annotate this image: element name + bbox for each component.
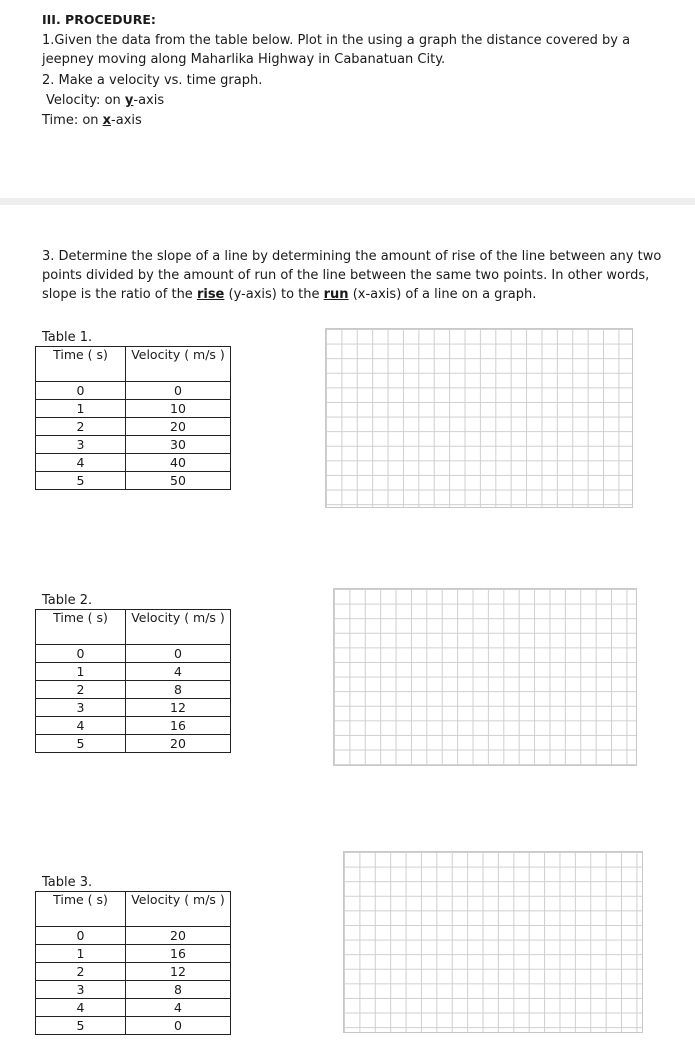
table-row — [36, 645, 231, 663]
velocity-cell: 16 — [126, 945, 231, 963]
time-cell: 0 — [36, 927, 126, 945]
time-cell: 5 — [36, 472, 126, 490]
velocity-cell: 20 — [126, 927, 231, 945]
step3-text-a: 3. Determine the slope of a line by determining the amount of rise of the line between any two points divided by the amount of run of the line between the same two points. In other words, slope is the ratio of the — [42, 249, 662, 302]
velocity-column-header: Velocity ( m/s ) — [126, 610, 231, 645]
table-header-row — [36, 347, 231, 382]
velocity-cell: 12 — [126, 963, 231, 981]
table-row — [36, 735, 231, 753]
rise-term: rise — [196, 287, 225, 302]
table-row — [36, 418, 231, 436]
step3-text — [42, 247, 667, 304]
page-separator — [0, 198, 695, 205]
time-cell: 0 — [36, 645, 126, 663]
time-cell: 3 — [36, 436, 126, 454]
time-cell: 1 — [36, 400, 126, 418]
table3-caption: Table 3. — [42, 875, 93, 890]
velocity-cell: 10 — [126, 400, 231, 418]
time-cell: 3 — [36, 981, 126, 999]
table-row — [36, 382, 231, 400]
table-header-row — [36, 892, 231, 927]
time-cell: 3 — [36, 699, 126, 717]
time-cell: 1 — [36, 945, 126, 963]
velocity-cell: 4 — [126, 999, 231, 1017]
table-row — [36, 927, 231, 945]
table3 — [35, 891, 231, 1035]
table-row — [36, 981, 231, 999]
table-row — [36, 663, 231, 681]
velocity-axis-letter: y — [124, 93, 134, 108]
run-term: run — [323, 287, 349, 302]
table2-caption: Table 2. — [42, 593, 93, 608]
time-column-header: Time ( s) — [36, 892, 126, 927]
velocity-cell: 50 — [126, 472, 231, 490]
table1-caption: Table 1. — [42, 330, 93, 345]
velocity-cell: 0 — [126, 645, 231, 663]
velocity-cell: 30 — [126, 436, 231, 454]
velocity-cell: 20 — [126, 735, 231, 753]
time-cell: 5 — [36, 735, 126, 753]
velocity-cell: 12 — [126, 699, 231, 717]
time-suffix: -axis — [111, 113, 142, 128]
time-cell: 4 — [36, 717, 126, 735]
step2-text: 2. Make a velocity vs. time graph. — [42, 73, 263, 88]
table-row — [36, 717, 231, 735]
velocity-cell: 0 — [126, 1017, 231, 1035]
velocity-column-header: Velocity ( m/s ) — [126, 892, 231, 927]
velocity-cell: 0 — [126, 382, 231, 400]
table-row — [36, 963, 231, 981]
step3-text-c: (x-axis) of a line on a graph. — [348, 287, 537, 302]
step3-text-b: (y-axis) to the — [224, 287, 324, 302]
graph-grid-2 — [333, 588, 637, 766]
time-prefix: Time: on — [42, 113, 103, 128]
time-cell: 1 — [36, 663, 126, 681]
table-header-row — [36, 610, 231, 645]
velocity-axis-note — [46, 91, 686, 110]
velocity-cell: 40 — [126, 454, 231, 472]
time-column-header: Time ( s) — [36, 610, 126, 645]
time-cell: 0 — [36, 382, 126, 400]
table-row — [36, 999, 231, 1017]
velocity-cell: 4 — [126, 663, 231, 681]
table-row — [36, 1017, 231, 1035]
table-row — [36, 436, 231, 454]
table-row — [36, 681, 231, 699]
time-axis-note — [42, 111, 682, 130]
time-cell: 2 — [36, 418, 126, 436]
graph-grid-3 — [343, 851, 643, 1033]
table-row — [36, 945, 231, 963]
procedure-heading: III. PROCEDURE: — [42, 12, 156, 27]
time-cell: 2 — [36, 681, 126, 699]
table1 — [35, 346, 231, 490]
velocity-prefix: Velocity: on — [46, 93, 125, 108]
velocity-suffix: -axis — [133, 93, 165, 108]
velocity-cell: 20 — [126, 418, 231, 436]
velocity-column-header: Velocity ( m/s ) — [126, 347, 231, 382]
step1-text: 1.Given the data from the table below. Plot in the using a graph the distance covered by a jeepney moving along Maharlika Highway in Cabanatuan City. — [42, 33, 631, 67]
time-axis-letter: x — [102, 113, 112, 128]
time-cell: 4 — [36, 454, 126, 472]
table-row — [36, 454, 231, 472]
table2 — [35, 609, 231, 753]
time-cell: 5 — [36, 1017, 126, 1035]
time-cell: 2 — [36, 963, 126, 981]
time-cell: 4 — [36, 999, 126, 1017]
table-row — [36, 472, 231, 490]
table-row — [36, 400, 231, 418]
velocity-cell: 8 — [126, 981, 231, 999]
graph-grid-1 — [325, 328, 633, 508]
velocity-cell: 16 — [126, 717, 231, 735]
velocity-cell: 8 — [126, 681, 231, 699]
time-column-header: Time ( s) — [36, 347, 126, 382]
table-row — [36, 699, 231, 717]
